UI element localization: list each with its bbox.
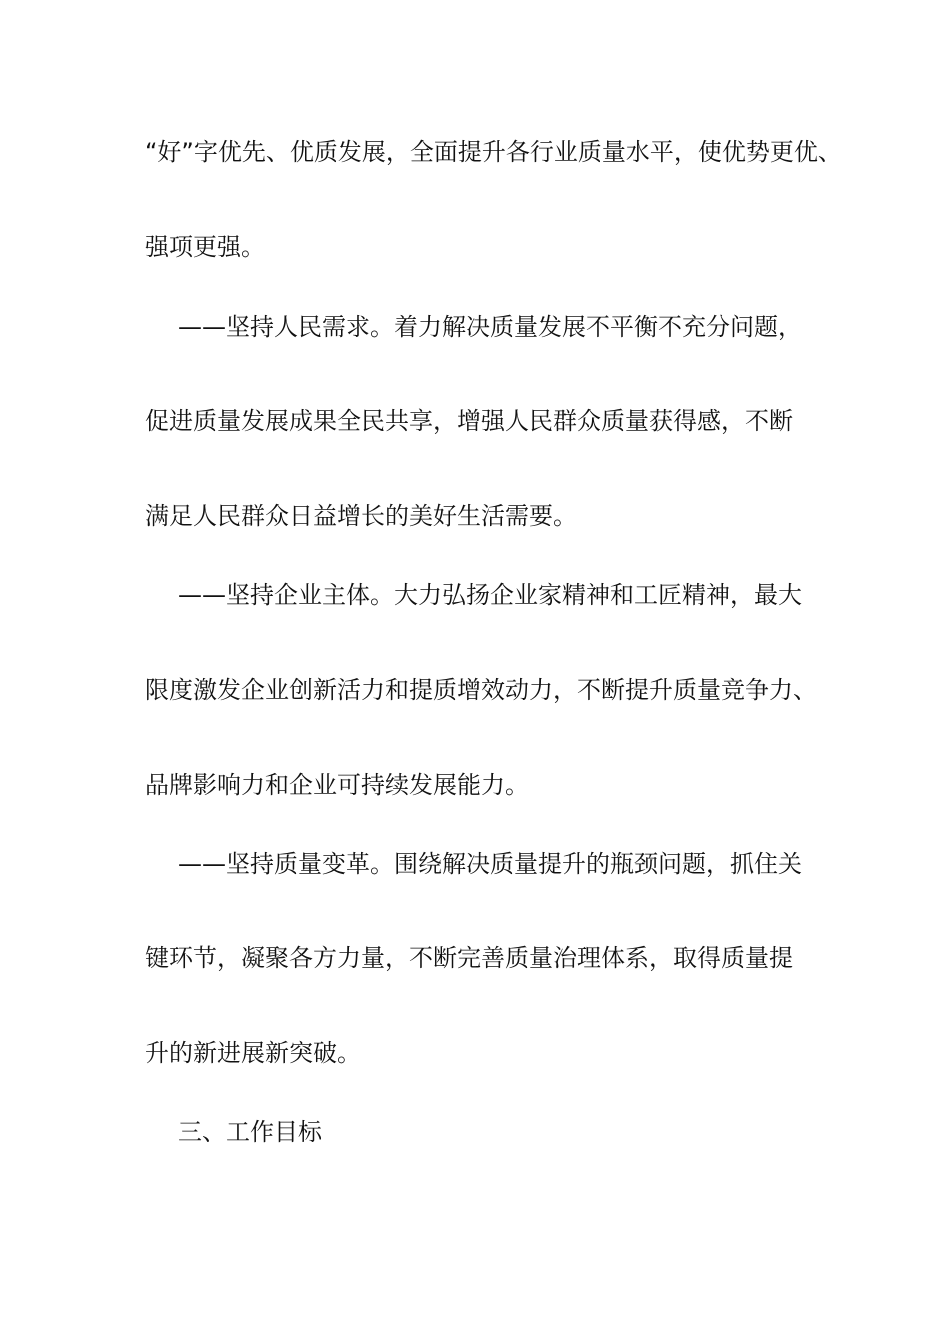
paragraph-line-1: “好”字优先、优质发展，全面提升各行业质量水平，使优势更优、 [145, 138, 842, 166]
paragraph-line-4: 促进质量发展成果全民共享，增强人民群众质量获得感，不断 [145, 407, 793, 435]
paragraph-line-10: 键环节，凝聚各方力量，不断完善质量治理体系，取得质量提 [145, 944, 793, 972]
paragraph-line-8: 品牌影响力和企业可持续发展能力。 [145, 771, 529, 799]
paragraph-line-11: 升的新进展新突破。 [145, 1039, 361, 1067]
paragraph-line-9: ——坚持质量变革。围绕解决质量提升的瓶颈问题，抓住关 [178, 850, 802, 878]
paragraph-line-2: 强项更强。 [145, 233, 265, 261]
paragraph-line-6: ——坚持企业主体。大力弘扬企业家精神和工匠精神，最大 [178, 581, 802, 609]
paragraph-line-3: ——坚持人民需求。着力解决质量发展不平衡不充分问题， [178, 313, 802, 341]
paragraph-line-7: 限度激发企业创新活力和提质增效动力，不断提升质量竞争力、 [145, 676, 817, 704]
paragraph-line-5: 满足人民群众日益增长的美好生活需要。 [145, 502, 577, 530]
section-heading: 三、工作目标 [178, 1118, 322, 1146]
